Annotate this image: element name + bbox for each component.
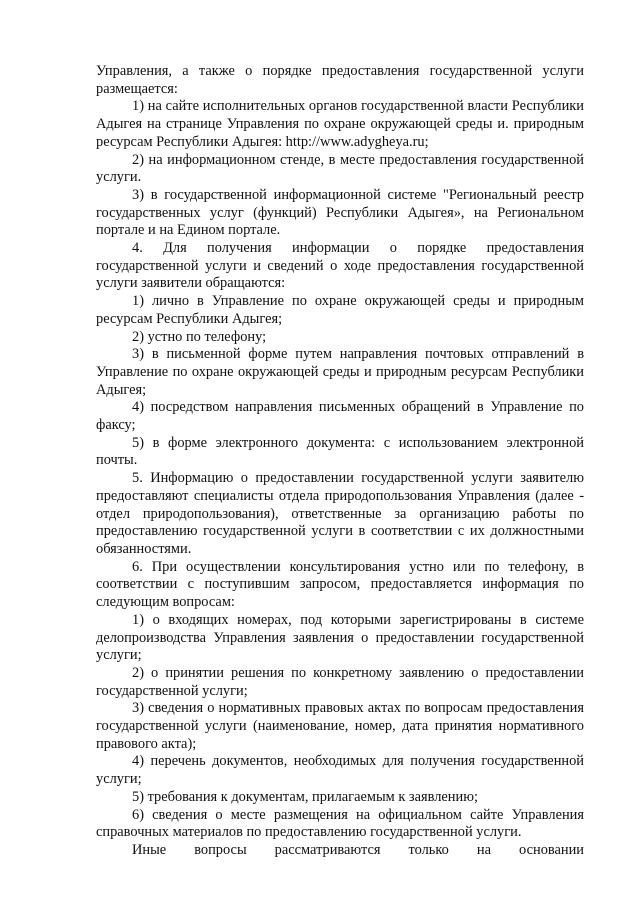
paragraph-item-legal-acts: 3) сведения о нормативных правовых актах по вопросам предоставления государственной услуги (наименование, номер, дата принятия нормативного правового акта); xyxy=(96,700,584,752)
paragraph-item-email: 5) в форме электронного документа: с использованием электронной почты. xyxy=(96,434,584,469)
paragraph-item-reference-materials: 6) сведения о месте размещения на официальном сайте Управления справочных материалов по предоставлению государственной услуги. xyxy=(96,806,584,841)
paragraph-item-phone: 2) устно по телефону; xyxy=(132,328,267,345)
paragraph-item-in-person: 1) лично в Управление по охране окружающей среды и природным ресурсам Республики Адыгея; xyxy=(96,293,584,327)
paragraph-item-website: 1) на сайте исполнительных органов государственной власти Республики Адыгея на странице Управления по охране окружающей среды и. природным ресурсам Республики Адыгея: http://www.adygheya.ru; xyxy=(96,98,584,150)
paragraph-item-registry: 3) в государственной информационной системе "Региональный реестр государственных услуг (функций) Республики Адыгея», на Региональном портале и на Едином портале. xyxy=(96,186,584,239)
paragraph-item-decision: 2) о принятии решения по конкретному заявлению о предоставлении государственной услуги; xyxy=(96,664,584,699)
paragraph-other-questions: Иные вопросы рассматриваются только на основании xyxy=(132,841,584,858)
paragraph-item-incoming-numbers: 1) о входящих номерах, под которыми зарегистрированы в системе делопроизводства Управления заявления о предоставлении государственной услуги; xyxy=(96,611,584,664)
paragraph-item-info-stand: 2) на информационном стенде, в месте предоставления государственной услуги. xyxy=(96,151,584,186)
paragraph-item-requirements: 5) требования к документам, прилагаемым к заявлению; xyxy=(132,788,478,805)
paragraph-section-4: 4. Для получения информации о порядке предоставления государственной услуги и сведений о ходе предоставления государственной услуги заявители обращаются: xyxy=(96,240,584,292)
paragraph-item-fax: 4) посредством направления письменных обращений в Управление по факсу; xyxy=(96,399,584,434)
paragraph-intro-continuation: Управления, а также о порядке предоставления государственной услуги размещается: xyxy=(96,63,584,97)
paragraph-section-6: 6. При осуществлении консультирования устно или по телефону, в соответствии с поступившим запросом, предоставляется информация по следующим вопросам: xyxy=(96,558,584,611)
paragraph-item-written: 3) в письменной форме путем направления почтовых отправлений в Управление по охране окружающей среды и природным ресурсам Республики Адыгея; xyxy=(96,346,584,398)
paragraph-item-documents-list: 4) перечень документов, необходимых для получения государственной услуги; xyxy=(96,753,584,788)
paragraph-section-5: 5. Информацию о предоставлении государственной услуги заявителю предоставляют специалисты отдела природопользования Управления (далее - отдел природопользования), ответственные за организацию работы по предоставлению государственной услуги в соответствии с их должностными обязанностями. xyxy=(96,470,584,557)
